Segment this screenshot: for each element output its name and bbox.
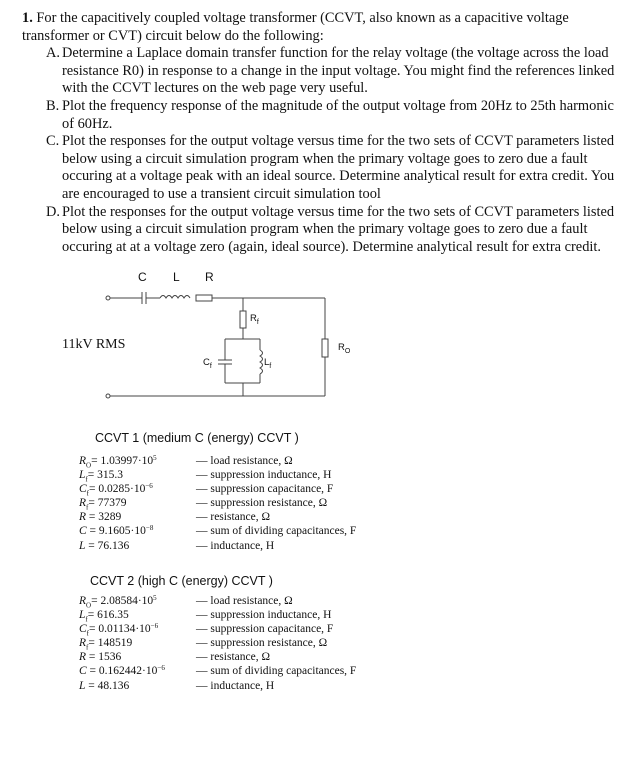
label-r: R [205,270,214,284]
problem-statement [22,10,626,256]
task-text: Plot the responses for the output voltage versus time for the two sets of CCVT parameters listed below using a circuit simulation program when the primary voltage goes to zero due a fault occuring at at a voltage zero (again, ideal source). Determine analytical result for extra credit. [62,203,615,255]
cf-label: $C_f$ [203,357,212,370]
intro-text: For the capacitively coupled voltage transformer (CCVT, also known as a capacitive voltage transformer or CVT) circuit below do the following: [22,10,569,44]
ccvt2-title: CCVT 2 (high C (energy) CCVT ) [90,574,273,588]
label-c: C [138,270,147,284]
lf-label: $L_f$ [264,357,272,370]
task-letter: C. [46,133,60,150]
task-list [22,45,626,256]
label-l: L [173,270,180,284]
inductor-l [160,296,190,299]
resistor-rf [240,311,246,328]
problem-intro [22,10,626,45]
task-text: Determine a Laplace domain transfer function for the relay voltage (the voltage across the load resistance R0) in response to a change in the input voltage. You might find the references linked with the CCVT lectures on the web page very useful. [62,45,615,97]
task-d [22,204,626,257]
problem-number: 1. [22,10,33,26]
input-terminal [106,296,110,300]
task-letter: B. [46,97,60,114]
resistor-r [196,295,212,301]
task-c [22,133,626,203]
ccvt-circuit-diagram [60,268,390,418]
inductor-lf [260,350,263,374]
rf-label: $R_f$ [250,313,259,326]
task-letter: A. [46,45,60,62]
ccvt1-title: CCVT 1 (medium C (energy) CCVT ) [95,431,299,445]
task-letter: D. [46,203,60,220]
task-a [22,45,626,98]
task-text: Plot the responses for the output voltage versus time for the two sets of CCVT parameters listed below using a circuit simulation program when the primary voltage goes to zero due a fault occuring at a voltage peak with an ideal source. Determine analytical result for extra credit. You are encouraged to use a transient circuit simulation tool [62,133,615,202]
source-voltage-label: 11kV RMS [62,337,126,352]
task-b [22,98,626,133]
resistor-ro [322,339,328,357]
ground-terminal [106,394,110,398]
ro-label: $R_O$ [338,342,351,355]
task-text: Plot the frequency response of the magnitude of the output voltage from 20Hz to 25th harmonic of 60Hz. [62,97,614,132]
